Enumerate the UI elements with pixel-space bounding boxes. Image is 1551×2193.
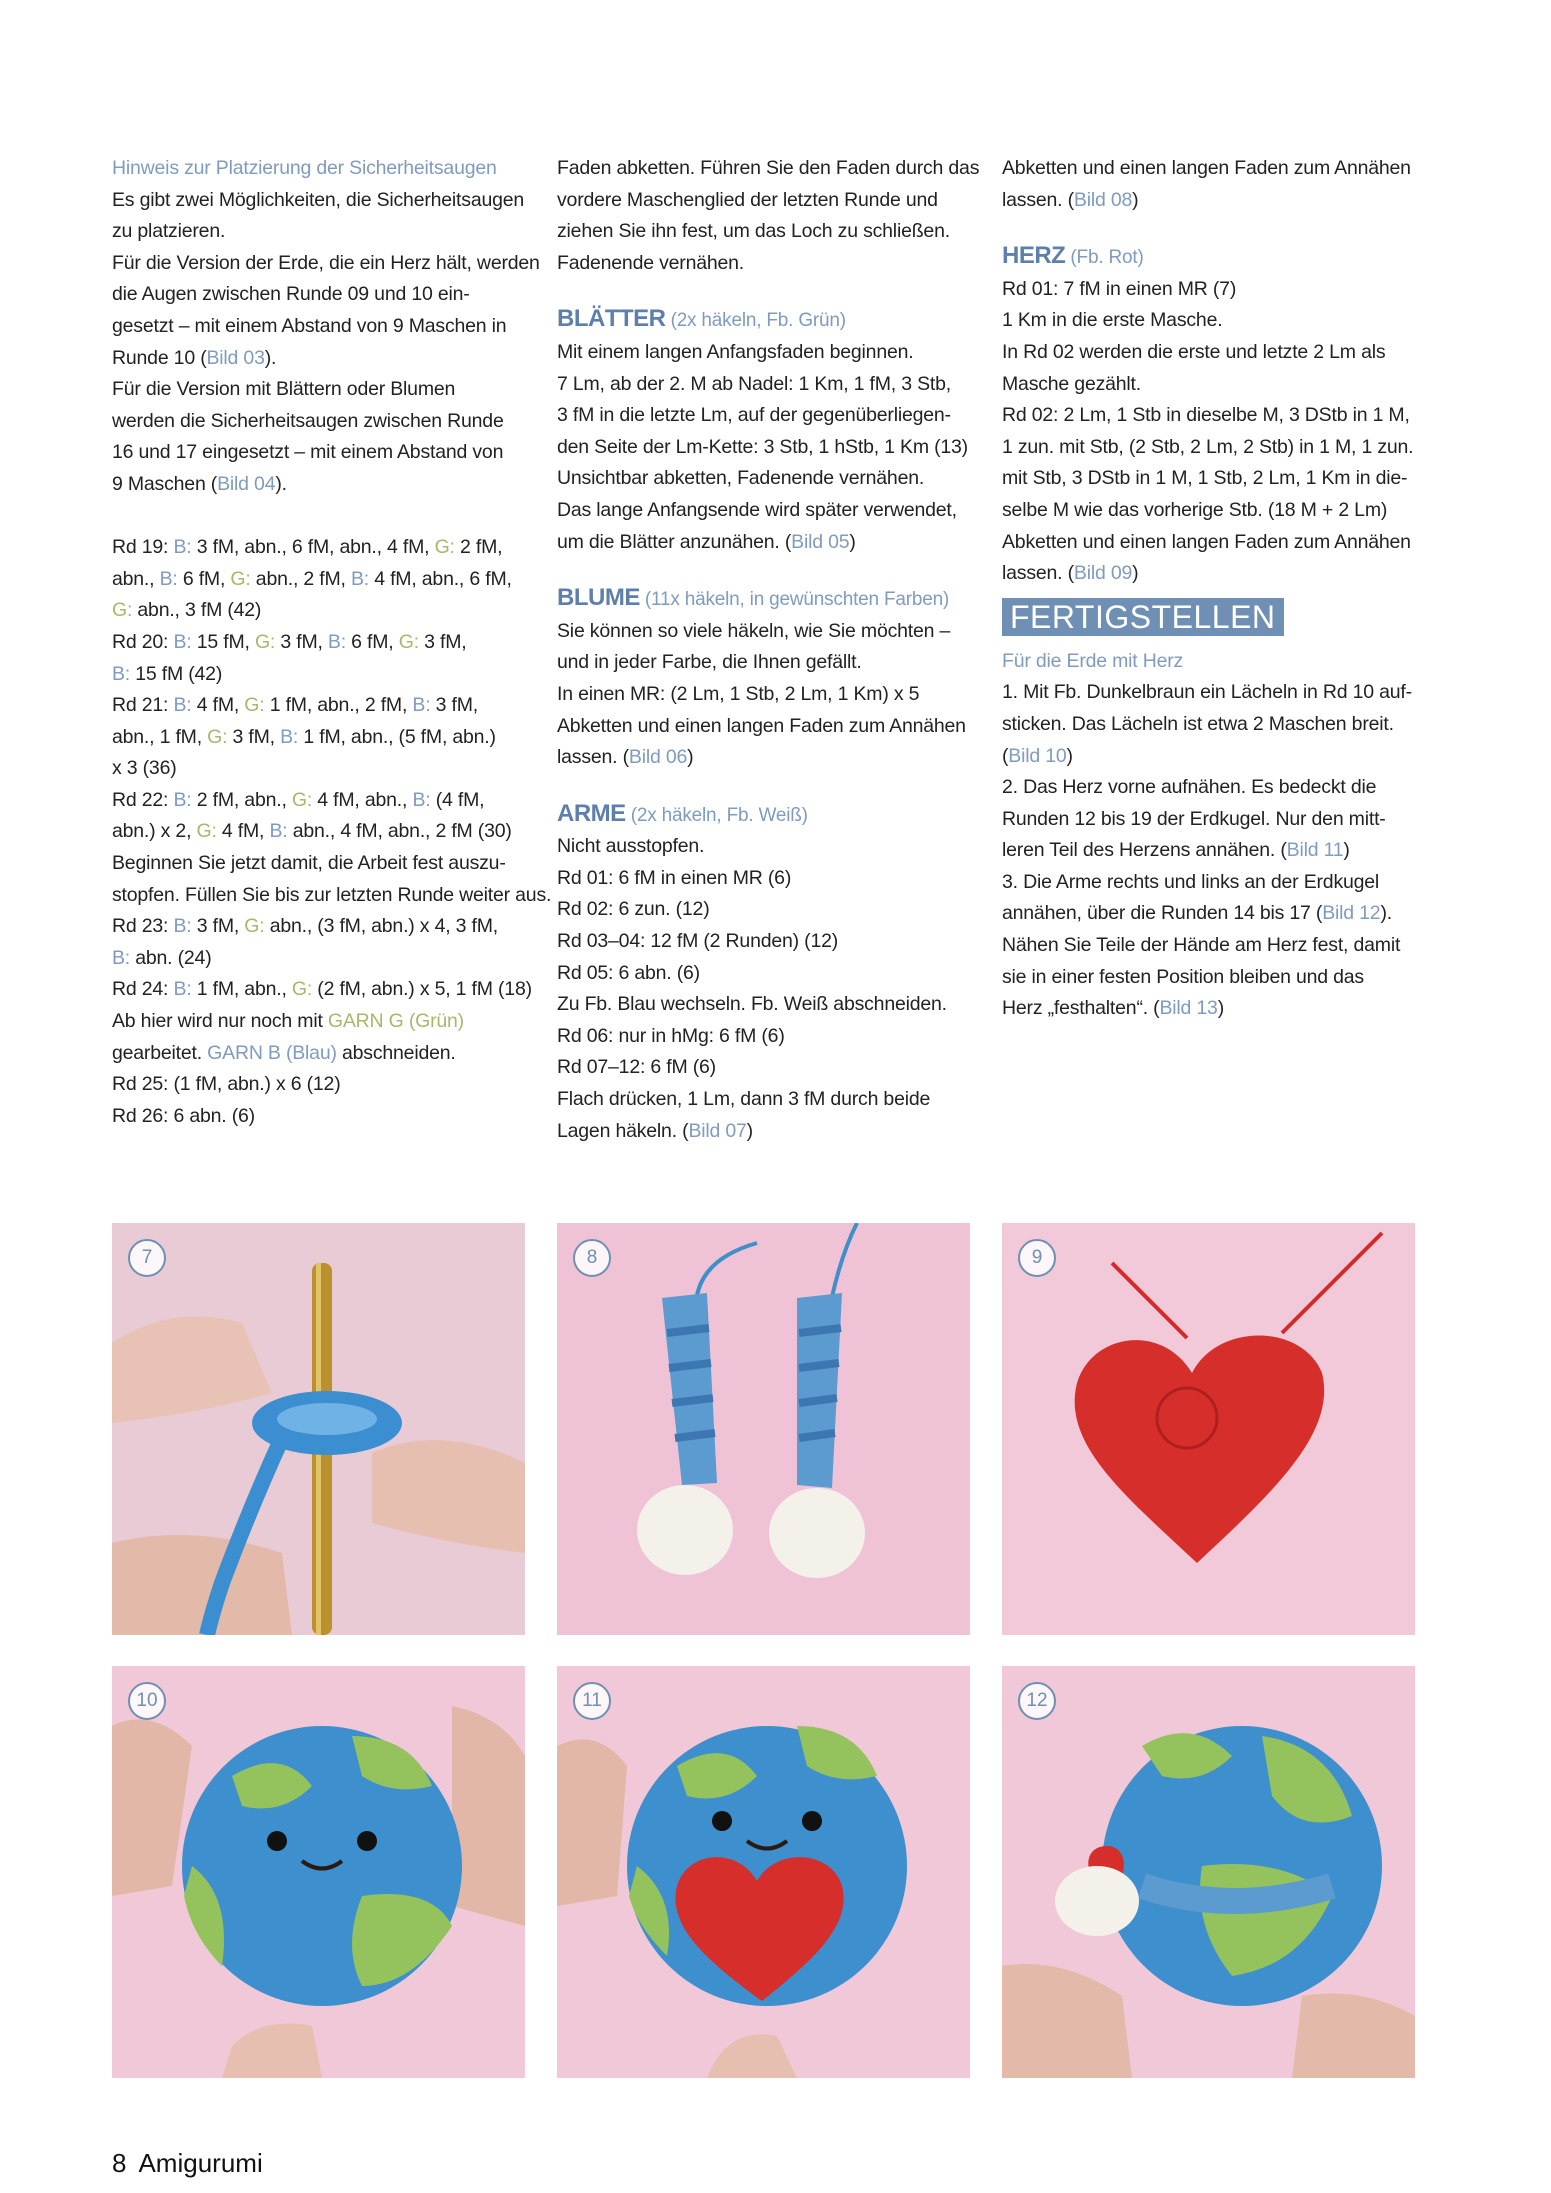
text-line	[112, 532, 522, 564]
text-segment: 16 und 17 eingesetzt – mit einem Abstand von	[112, 441, 504, 464]
text-segment: annähen, über die Runden 14 bis 17 (	[1002, 902, 1323, 925]
text-line	[112, 501, 522, 533]
text-line	[557, 216, 972, 248]
text-segment: lassen. (	[557, 746, 629, 769]
color-marker: B:	[327, 630, 346, 653]
magazine-title: Amigurumi	[138, 2148, 263, 2178]
text-segment: sie in einer festen Position bleiben und das	[1002, 965, 1364, 988]
text-line	[1002, 772, 1430, 804]
color-marker: B:	[173, 630, 192, 653]
text-segment: abn. (24)	[130, 946, 212, 969]
text-line	[557, 400, 972, 432]
text-segment: stopfen. Füllen Sie bis zur letzten Runde weiter aus.	[112, 883, 552, 906]
text-segment: abn., 1 fM,	[112, 725, 208, 748]
text-line	[557, 185, 972, 217]
text-line	[557, 863, 972, 895]
section-header-blaetter	[557, 303, 972, 337]
text-segment: Ab hier wird nur noch mit	[112, 1010, 328, 1033]
color-marker: B:	[350, 567, 369, 590]
text-segment: Flach drücken, 1 Lm, dann 3 fM durch beide	[557, 1088, 931, 1111]
color-marker: B:	[269, 820, 288, 843]
text-segment: 1 fM, abn., (5 fM, abn.)	[298, 725, 496, 748]
text-line	[112, 753, 522, 785]
text-line	[557, 1084, 972, 1116]
text-line	[1002, 463, 1430, 495]
text-segment: abschneiden.	[336, 1041, 456, 1064]
text-segment: leren Teil des Herzens annähen. (	[1002, 839, 1287, 862]
text-line	[557, 616, 972, 648]
text-segment: 15 fM,	[191, 630, 255, 653]
text-line	[112, 1069, 522, 1101]
arme-lines	[557, 831, 972, 1147]
text-segment: Rd 01: 6 fM in einen MR (6)	[557, 866, 792, 889]
image-reference: Bild 04	[217, 472, 276, 495]
color-marker: B:	[173, 978, 192, 1001]
color-marker: G:	[244, 915, 265, 938]
text-line	[557, 958, 972, 990]
text-segment: In Rd 02 werden die erste und letzte 2 Lm als	[1002, 340, 1386, 363]
text-line	[1002, 305, 1430, 337]
photo-number-badge: 10	[128, 1682, 166, 1720]
photo-9-image	[1002, 1223, 1415, 1635]
text-segment: 3 fM, abn., 6 fM, abn., 4 fM,	[191, 536, 435, 559]
text-segment: Abketten und einen langen Faden zum Annähen	[1002, 157, 1411, 179]
text-line	[1002, 527, 1430, 559]
text-line	[1002, 369, 1430, 401]
text-line	[1002, 835, 1430, 867]
text-segment: Lagen häkeln. (	[557, 1119, 689, 1142]
blume-title: BLUME	[557, 584, 640, 612]
col2-intro	[557, 153, 980, 279]
text-segment: Es gibt zwei Möglichkeiten, die Sicherheitsaugen	[112, 188, 525, 211]
text-line	[112, 406, 522, 438]
photo-10-image	[112, 1666, 525, 2078]
text-line	[557, 1021, 972, 1053]
text-line	[112, 848, 522, 880]
color-marker: G:	[207, 725, 228, 748]
color-marker: G:	[230, 567, 251, 590]
text-segment: Nicht ausstopfen.	[557, 835, 705, 858]
text-line	[112, 880, 552, 912]
text-segment: gesetzt – mit einem Abstand von 9 Maschen in	[112, 314, 507, 337]
text-segment: Abketten und einen langen Faden zum Annähen	[557, 714, 966, 737]
text-line	[1002, 930, 1430, 962]
color-marker: G:	[434, 536, 455, 559]
photo-number-badge: 11	[573, 1682, 611, 1720]
text-segment: 3 fM,	[191, 915, 245, 938]
text-segment: Faden abketten. Führen Sie den Faden durch das	[557, 157, 980, 179]
image-reference: Bild 10	[1008, 744, 1067, 767]
text-segment: 3 fM,	[418, 630, 467, 653]
text-segment: Rd 25: (1 fM, abn.) x 6 (12)	[112, 1073, 341, 1096]
color-marker: B:	[412, 694, 431, 717]
color-marker: B:	[112, 662, 131, 685]
photo-8-arms	[557, 1223, 970, 1635]
text-segment: werden die Sicherheitsaugen zwischen Runde	[112, 409, 504, 432]
text-line	[1002, 993, 1430, 1025]
photo-10-earth-smile	[112, 1666, 525, 2078]
color-marker: B:	[412, 788, 431, 811]
text-line	[557, 831, 972, 863]
arme-subtitle: (2x häkeln, Fb. Weiß)	[625, 804, 808, 826]
herz-title: HERZ	[1002, 242, 1066, 270]
text-line	[112, 1006, 522, 1038]
color-marker: G:	[254, 630, 276, 653]
fertigstellen-lines	[1002, 677, 1430, 1025]
text-line	[557, 679, 972, 711]
color-marker: B:	[173, 694, 192, 717]
text-line	[112, 595, 522, 627]
text-segment: 7 Lm, ab der 2. M ab Nadel: 1 Km, 1 fM, 3 Stb,	[557, 372, 951, 395]
text-segment: (4 fM,	[430, 788, 485, 811]
text-segment: Rd 20:	[112, 630, 174, 653]
photo-number-badge: 7	[128, 1239, 166, 1277]
text-line	[112, 437, 522, 469]
text-segment: 3 fM,	[275, 630, 328, 653]
text-segment: ).	[264, 346, 277, 369]
text-line	[557, 647, 972, 679]
text-segment: Rd 01: 7 fM in einen MR (7)	[1002, 277, 1237, 300]
text-line	[112, 564, 522, 596]
text-segment: (2 fM, abn.) x 5, 1 fM (18)	[312, 978, 532, 1001]
text-line	[1002, 804, 1430, 836]
page-number: 8	[112, 2148, 127, 2178]
color-marker: G:	[291, 788, 313, 811]
section-header-herz	[1002, 240, 1430, 274]
photo-11-earth-heart	[557, 1666, 970, 2078]
text-segment: Mit einem langen Anfangsfaden beginnen.	[557, 340, 914, 363]
text-segment: Rd 23:	[112, 915, 174, 938]
text-segment: Runden 12 bis 19 der Erdkugel. Nur den mitt-	[1002, 807, 1386, 830]
text-line	[112, 185, 525, 217]
color-marker: G:	[398, 630, 419, 653]
text-line	[112, 279, 522, 311]
text-line	[557, 1116, 972, 1148]
text-segment: die Augen zwischen Runde 09 und 10 ein-	[112, 283, 470, 306]
text-line	[1002, 274, 1430, 306]
text-segment: 1 fM, abn., 2 fM,	[264, 694, 413, 717]
text-segment: Das lange Anfangsende wird später verwendet,	[557, 498, 957, 521]
text-line	[1002, 677, 1430, 709]
color-marker: Hinweis zur Platzierung der Sicherheitsaugen	[112, 157, 497, 179]
text-line	[557, 369, 972, 401]
text-segment: abn., 3 fM (42)	[132, 599, 262, 622]
section-header-blume	[557, 582, 972, 616]
text-segment: zu platzieren.	[112, 220, 226, 243]
text-line	[112, 785, 522, 817]
text-column-2	[557, 153, 980, 1147]
text-segment: Rd 22:	[112, 788, 174, 811]
text-segment: 1 fM, abn.,	[191, 978, 292, 1001]
photo-number-badge: 8	[573, 1239, 611, 1277]
text-line	[1002, 709, 1430, 741]
text-line	[112, 1101, 522, 1133]
text-segment: 3 fM in die letzte Lm, auf der gegenüberliegen-	[557, 404, 951, 427]
photo-7-crochet-hook-ring	[112, 1223, 525, 1635]
text-segment: 2 fM,	[454, 536, 503, 559]
image-reference: Bild 13	[1159, 997, 1218, 1020]
text-segment: Rd 21:	[112, 694, 174, 717]
text-segment: 1 Km in die erste Masche.	[1002, 309, 1223, 332]
text-line	[112, 690, 522, 722]
text-line	[1002, 153, 1430, 185]
text-line	[1002, 185, 1430, 217]
text-line	[112, 659, 522, 691]
image-reference: Bild 05	[791, 530, 850, 553]
col1-lines	[112, 153, 552, 1132]
text-line	[557, 894, 972, 926]
text-segment: (	[1002, 744, 1009, 767]
text-line	[557, 432, 972, 464]
arme-title: ARME	[557, 799, 626, 827]
text-segment: und in jeder Farbe, die Ihnen gefällt.	[557, 651, 862, 674]
section-header-arme	[557, 798, 972, 832]
text-line	[112, 216, 522, 248]
text-segment: )	[1343, 839, 1350, 862]
text-line	[557, 989, 972, 1021]
text-line	[112, 153, 522, 185]
color-marker: B:	[159, 567, 178, 590]
color-marker: G:	[291, 978, 313, 1001]
text-segment: 3. Die Arme rechts und links an der Erdkugel	[1002, 870, 1380, 893]
text-segment: Unsichtbar abketten, Fadenende vernähen.	[557, 467, 925, 490]
text-segment: 4 fM, abn.,	[312, 788, 413, 811]
photo-12-image	[1002, 1666, 1415, 2078]
text-line	[557, 711, 972, 743]
text-segment: lassen. (	[1002, 188, 1074, 211]
text-segment: 4 fM, abn., 6 fM,	[369, 567, 512, 590]
text-line	[557, 248, 972, 280]
blaetter-lines	[557, 337, 972, 558]
text-segment: 1. Mit Fb. Dunkelbraun ein Lächeln in Rd 10 auf-	[1002, 681, 1412, 704]
text-segment: 2. Das Herz vorne aufnähen. Es bedeckt die	[1002, 776, 1377, 799]
text-segment: 4 fM,	[191, 694, 245, 717]
text-segment: 6 fM,	[345, 630, 399, 653]
photo-12-earth-arms	[1002, 1666, 1415, 2078]
page-footer	[112, 2148, 263, 2179]
text-segment: um die Blätter anzunähen. (	[557, 530, 792, 553]
text-segment: mit Stb, 3 DStb in 1 M, 1 Stb, 2 Lm, 1 Km in die-	[1002, 467, 1408, 490]
text-line	[112, 911, 522, 943]
text-line	[557, 153, 980, 185]
color-marker: B:	[280, 725, 299, 748]
text-segment: )	[849, 530, 856, 553]
text-line	[557, 926, 972, 958]
text-line	[112, 469, 522, 501]
color-marker: B:	[112, 946, 131, 969]
color-marker: B:	[173, 915, 192, 938]
text-segment: Masche gezählt.	[1002, 372, 1141, 395]
color-marker: B:	[173, 536, 192, 559]
text-segment: abn., (3 fM, abn.) x 4, 3 fM,	[264, 915, 498, 938]
text-line	[112, 627, 522, 659]
image-reference: Bild 12	[1322, 902, 1381, 925]
text-segment: )	[746, 1119, 753, 1142]
section-title-fertigstellen: FERTIGSTELLEN	[1002, 598, 1284, 636]
text-line	[1002, 495, 1430, 527]
text-segment: )	[687, 746, 694, 769]
image-reference: Bild 08	[1073, 188, 1133, 211]
text-segment: sticken. Das Lächeln ist etwa 2 Maschen breit.	[1002, 712, 1394, 735]
text-segment: )	[1217, 997, 1224, 1020]
text-line	[1002, 962, 1430, 994]
text-segment: x 3 (36)	[112, 757, 177, 780]
text-line	[1002, 558, 1430, 590]
text-segment: ziehen Sie ihn fest, um das Loch zu schließen.	[557, 220, 950, 243]
text-line	[557, 1052, 972, 1084]
text-line	[112, 816, 522, 848]
text-line	[112, 311, 522, 343]
text-segment: lassen. (	[1002, 562, 1074, 585]
text-segment: Fadenende vernähen.	[557, 251, 745, 274]
blaetter-title: BLÄTTER	[557, 305, 666, 333]
image-reference: Bild 06	[628, 746, 688, 769]
image-reference: Bild 07	[688, 1119, 747, 1142]
color-marker: GARN G (Grün)	[327, 1010, 464, 1033]
text-segment: Nähen Sie Teile der Hände am Herz fest, damit	[1002, 934, 1401, 957]
text-line	[557, 463, 972, 495]
image-reference: Bild 09	[1073, 562, 1133, 585]
text-segment: Für die Version mit Blättern oder Blumen	[112, 378, 456, 401]
text-segment: 9 Maschen (	[112, 472, 218, 495]
image-reference: Bild 11	[1286, 839, 1344, 862]
text-segment: 15 fM (42)	[130, 662, 223, 685]
text-segment: )	[1066, 744, 1073, 767]
text-segment: abn.) x 2,	[112, 820, 197, 843]
text-segment: 1 zun. mit Stb, (2 Stb, 2 Lm, 2 Stb) in 1 M, 1 zun.	[1002, 435, 1414, 458]
text-segment: Rd 03–04: 12 fM (2 Runden) (12)	[557, 930, 839, 953]
photo-11-image	[557, 1666, 970, 2078]
text-segment: Abketten und einen langen Faden zum Annähen	[1002, 530, 1411, 553]
text-segment: In einen MR: (2 Lm, 1 Stb, 2 Lm, 1 Km) x 5	[557, 682, 920, 705]
fertigstellen-subheading: Für die Erde mit Herz	[1002, 649, 1184, 672]
text-segment: Zu Fb. Blau wechseln. Fb. Weiß abschneiden.	[557, 993, 947, 1016]
text-segment: Sie können so viele häkeln, wie Sie möchten –	[557, 619, 951, 642]
herz-subtitle: (Fb. Rot)	[1065, 247, 1144, 269]
text-line	[112, 374, 522, 406]
text-segment: ).	[1380, 902, 1392, 925]
text-segment: Rd 07–12: 6 fM (6)	[557, 1056, 716, 1079]
text-line	[112, 1038, 522, 1070]
color-marker: B:	[173, 788, 192, 811]
text-line	[1002, 337, 1430, 369]
text-line	[1002, 432, 1430, 464]
blume-subtitle: (11x häkeln, in gewünschten Farben)	[639, 589, 950, 611]
text-line	[1002, 867, 1430, 899]
image-reference: Bild 03	[206, 346, 265, 369]
text-line	[112, 943, 522, 975]
color-marker: G:	[196, 820, 217, 843]
text-segment: Für die Version der Erde, die ein Herz hält, werden	[112, 251, 540, 274]
text-segment: Rd 02: 6 zun. (12)	[557, 898, 710, 921]
text-segment: 3 fM,	[430, 694, 479, 717]
text-segment: selbe M wie das vorherige Stb. (18 M + 2 Lm)	[1002, 498, 1388, 521]
color-marker: G:	[112, 599, 133, 622]
text-segment: Rd 24:	[112, 978, 174, 1001]
col3-intro	[1002, 153, 1430, 216]
text-line	[112, 974, 532, 1006]
herz-lines	[1002, 274, 1430, 590]
text-line	[112, 722, 522, 754]
photo-number-badge: 9	[1018, 1239, 1056, 1277]
photo-9-heart	[1002, 1223, 1415, 1635]
color-marker: G:	[244, 694, 265, 717]
text-column-3	[1002, 153, 1430, 1025]
text-segment: )	[1132, 188, 1139, 211]
text-line	[112, 343, 522, 375]
color-marker: GARN B (Blau)	[207, 1041, 337, 1064]
text-segment: 4 fM,	[216, 820, 270, 843]
blume-lines	[557, 616, 972, 774]
text-segment: 2 fM, abn.,	[191, 788, 292, 811]
text-segment: abn., 2 fM,	[250, 567, 351, 590]
text-line	[557, 337, 972, 369]
text-line	[557, 495, 972, 527]
text-segment: 3 fM,	[227, 725, 281, 748]
text-segment: vordere Maschenglied der letzten Runde und	[557, 188, 938, 211]
photo-7-image	[112, 1223, 525, 1635]
text-segment: 6 fM,	[177, 567, 231, 590]
text-segment: Rd 02: 2 Lm, 1 Stb in dieselbe M, 3 DStb in 1 M,	[1002, 404, 1410, 427]
text-segment: Herz „festhalten“. (	[1002, 997, 1160, 1020]
text-segment: abn., 4 fM, abn., 2 fM (30)	[287, 820, 512, 843]
text-segment: Beginnen Sie jetzt damit, die Arbeit fest auszu-	[112, 852, 506, 875]
text-line	[1002, 898, 1430, 930]
photo-number-badge: 12	[1018, 1682, 1056, 1720]
text-line	[1002, 400, 1430, 432]
text-segment: )	[1132, 562, 1139, 585]
text-column-1	[112, 153, 552, 1132]
text-segment: gearbeitet.	[112, 1041, 208, 1064]
text-segment: Rd 26: 6 abn. (6)	[112, 1104, 255, 1127]
text-segment: Rd 19:	[112, 536, 174, 559]
photo-8-image	[557, 1223, 970, 1635]
text-segment: Rd 05: 6 abn. (6)	[557, 961, 700, 984]
text-segment: ).	[275, 472, 287, 495]
blaetter-subtitle: (2x häkeln, Fb. Grün)	[665, 310, 846, 332]
text-segment: Rd 06: nur in hMg: 6 fM (6)	[557, 1024, 785, 1047]
text-line	[112, 248, 540, 280]
text-segment: abn.,	[112, 567, 160, 590]
text-segment: Runde 10 (	[112, 346, 207, 369]
text-line	[1002, 741, 1430, 773]
text-segment: den Seite der Lm-Kette: 3 Stb, 1 hStb, 1 Km (13)	[557, 435, 968, 458]
text-line	[557, 742, 972, 774]
text-line	[557, 527, 972, 559]
